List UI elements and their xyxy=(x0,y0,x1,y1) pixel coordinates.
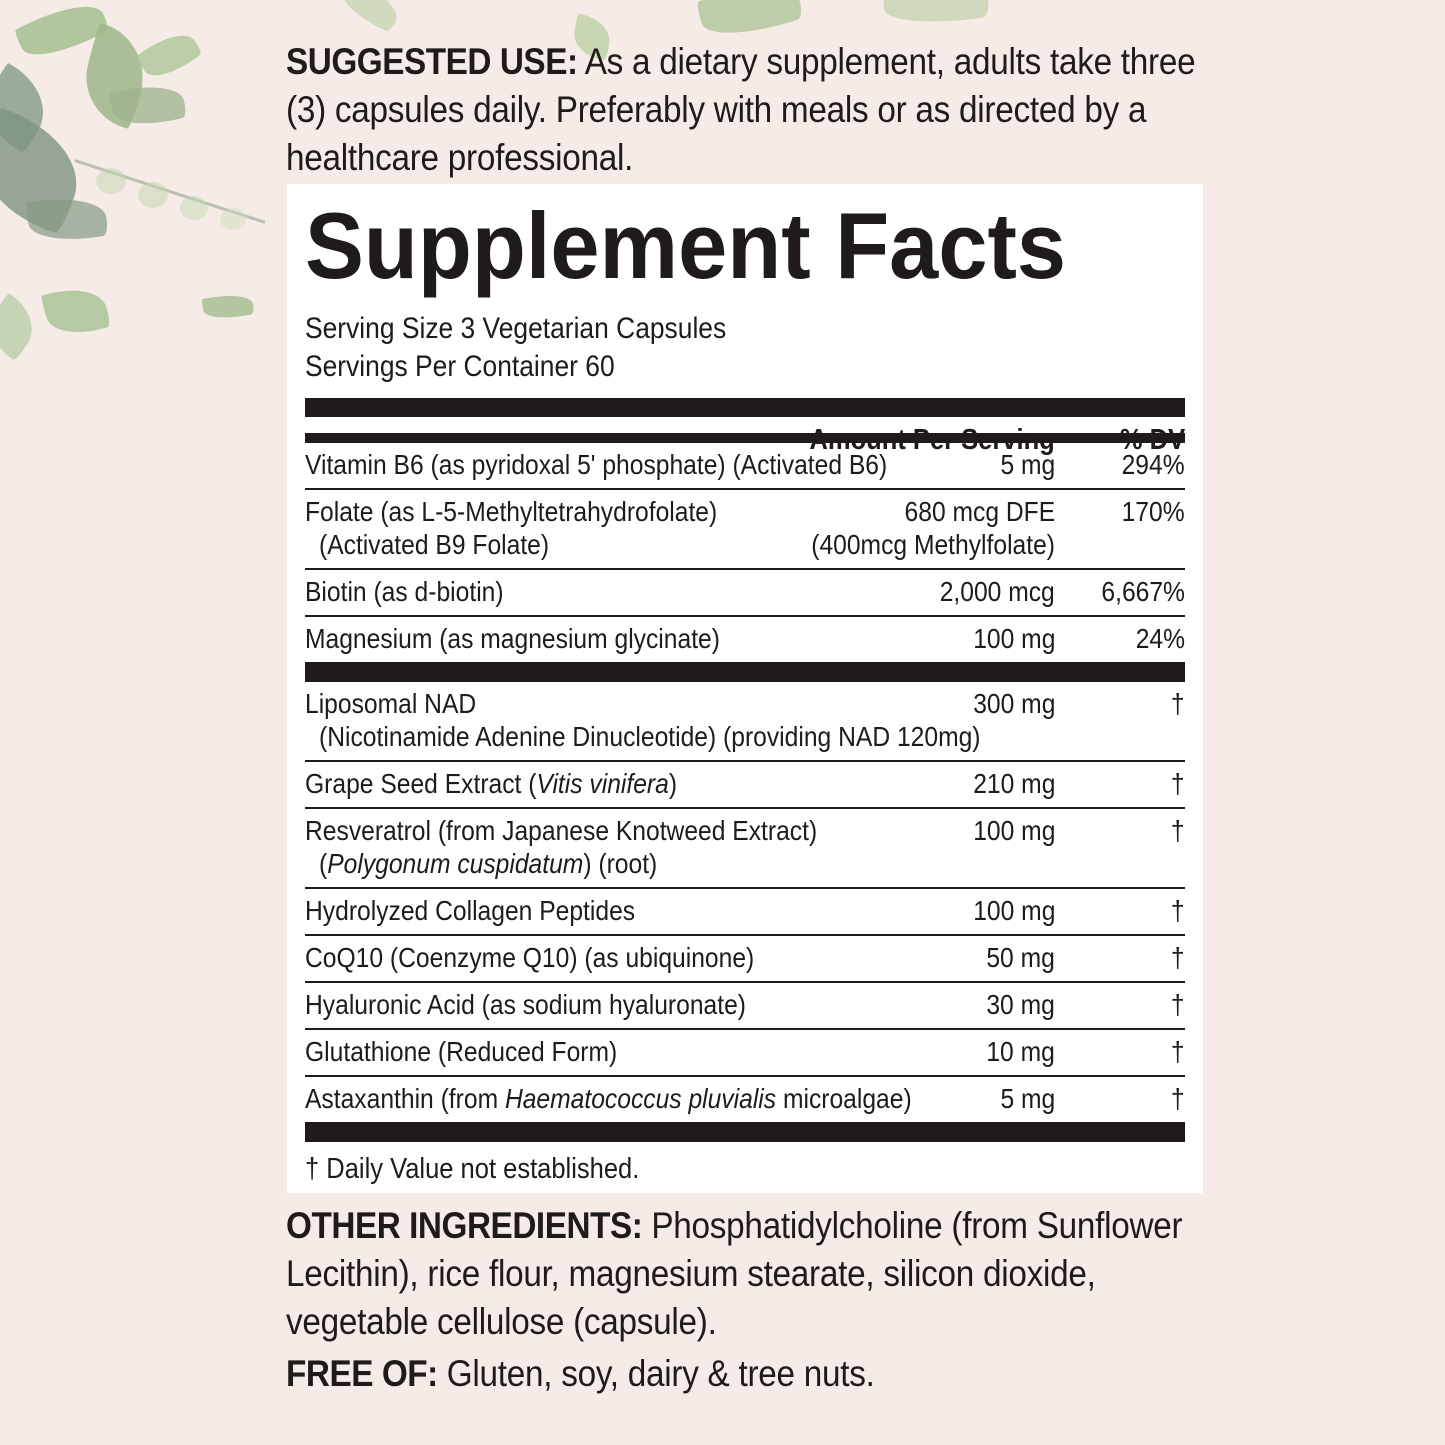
text-part: Hyaluronic Acid (as sodium hyaluronate) xyxy=(305,989,747,1020)
table-row xyxy=(305,682,1185,760)
ingredient-name xyxy=(305,1036,617,1068)
divider-bar-bottom xyxy=(305,1122,1185,1142)
free-of-paragraph xyxy=(286,1350,1213,1398)
amount-value: 50 mg xyxy=(986,942,1055,973)
text-part: Astaxanthin (from xyxy=(305,1083,505,1114)
ingredient-name xyxy=(305,1083,912,1115)
eucalyptus-leaf-icon xyxy=(220,208,246,230)
leaf-icon xyxy=(134,22,203,88)
table-row xyxy=(305,615,1185,662)
text-part: ( xyxy=(319,848,328,879)
ingredient-name xyxy=(305,623,720,655)
text-part: Folate (as L-5-Methyltetrahydrofolate) xyxy=(305,496,718,527)
ingredient-subname xyxy=(319,721,981,753)
latin-name: Haematococcus pluvialis xyxy=(504,1083,777,1114)
servings-per-container: Servings Per Container 60 xyxy=(305,350,615,383)
ingredient-name xyxy=(305,576,504,608)
free-of-label: FREE OF: xyxy=(286,1353,438,1394)
divider-bar-top xyxy=(305,398,1185,417)
leaf-icon xyxy=(0,292,45,361)
table-row xyxy=(305,1075,1185,1122)
eucalyptus-leaf-icon xyxy=(138,182,168,208)
text-part: ) xyxy=(668,768,678,799)
amount-value: 100 mg xyxy=(972,815,1055,846)
text-part: Liposomal NAD xyxy=(305,688,477,719)
facts-table-body xyxy=(305,443,1185,1122)
ingredient-name xyxy=(305,496,717,528)
section-divider-bar xyxy=(305,662,1185,682)
latin-name: Vitis vinifera xyxy=(536,768,669,799)
text-part: Glutathione (Reduced Form) xyxy=(305,1036,618,1067)
leaf-icon xyxy=(336,0,405,33)
dv-footnote: † Daily Value not established. xyxy=(305,1153,640,1185)
amount-subvalue: (400mcg Methylfolate) xyxy=(811,529,1055,560)
amount-value: 30 mg xyxy=(986,989,1055,1020)
dv-value: 24% xyxy=(1135,623,1185,654)
text-part: Grape Seed Extract ( xyxy=(305,768,537,799)
text-part: Resveratrol (from Japanese Knotweed Extract) xyxy=(305,815,818,846)
ingredient-name xyxy=(305,768,677,800)
ingredient-name xyxy=(305,895,635,927)
dv-value: † xyxy=(1171,1036,1185,1067)
serving-size: Serving Size 3 Vegetarian Capsules xyxy=(305,312,727,345)
ingredient-name xyxy=(305,989,746,1021)
dv-value: 6,667% xyxy=(1101,576,1185,607)
table-row xyxy=(305,443,1185,488)
ingredient-name xyxy=(305,815,817,847)
dv-value: 294% xyxy=(1121,449,1185,480)
other-ingredients-paragraph xyxy=(286,1202,1213,1346)
ingredient-name xyxy=(305,449,887,481)
table-header-row xyxy=(305,417,1185,456)
amount-value: 300 mg xyxy=(972,688,1055,719)
dv-value: † xyxy=(1171,942,1185,973)
dv-value: † xyxy=(1171,895,1185,926)
dv-value: † xyxy=(1171,1083,1185,1114)
text-part: Hydrolyzed Collagen Peptides xyxy=(305,895,636,926)
suggested-use-label: SUGGESTED USE: xyxy=(286,41,578,82)
amount-value: 680 mcg DFE xyxy=(904,496,1055,527)
text-part: (Nicotinamide Adenine Dinucleotide) (providing NAD 120mg) xyxy=(319,721,981,752)
table-row xyxy=(305,981,1185,1028)
ingredient-name xyxy=(305,688,476,720)
amount-value: 5 mg xyxy=(1000,449,1055,480)
table-row xyxy=(305,1028,1185,1075)
ingredient-subname xyxy=(319,848,657,880)
table-row xyxy=(305,934,1185,981)
eucalyptus-leaf-icon xyxy=(96,168,126,194)
latin-name: Polygonum cuspidatum xyxy=(327,848,584,879)
eucalyptus-leaf-icon xyxy=(180,196,208,220)
amount-column-header: Amount Per Serving xyxy=(809,424,1055,456)
free-of-text: Gluten, soy, dairy & tree nuts. xyxy=(437,1353,875,1394)
ingredient-subname xyxy=(319,529,549,561)
table-row xyxy=(305,760,1185,807)
ingredient-name xyxy=(305,942,754,974)
dv-value: † xyxy=(1171,989,1185,1020)
table-row xyxy=(305,887,1185,934)
suggested-use-text: As a dietary supplement, adults take three (3) capsules daily. Preferably with meals or as directed by a healthcare professional. xyxy=(286,41,1196,178)
table-row xyxy=(305,568,1185,615)
dv-column-header: % DV xyxy=(1119,424,1185,456)
suggested-use-paragraph xyxy=(286,38,1213,182)
amount-value: 210 mg xyxy=(972,768,1055,799)
text-part: CoQ10 (Coenzyme Q10) (as ubiquinone) xyxy=(305,942,755,973)
text-part: Vitamin B6 (as pyridoxal 5' phosphate) (Activated B6) xyxy=(305,449,888,480)
text-part: Magnesium (as magnesium glycinate) xyxy=(305,623,720,654)
amount-value: 100 mg xyxy=(972,623,1055,654)
table-row xyxy=(305,488,1185,568)
dv-value: 170% xyxy=(1121,496,1185,527)
text-part: ) (root) xyxy=(583,848,658,879)
text-part: (Activated B9 Folate) xyxy=(319,529,550,560)
leaf-icon xyxy=(882,0,991,31)
supplement-facts-panel xyxy=(287,184,1203,1193)
dv-value: † xyxy=(1171,768,1185,799)
table-row xyxy=(305,807,1185,887)
amount-value: 5 mg xyxy=(1000,1083,1055,1114)
leaf-icon xyxy=(40,278,113,344)
amount-value: 2,000 mcg xyxy=(939,576,1055,607)
panel-title: Supplement Facts xyxy=(305,193,1067,298)
text-part: Biotin (as d-biotin) xyxy=(305,576,504,607)
leaf-icon xyxy=(201,289,255,324)
dv-value: † xyxy=(1171,815,1185,846)
amount-value: 10 mg xyxy=(986,1036,1055,1067)
amount-value: 100 mg xyxy=(972,895,1055,926)
text-part: microalgae) xyxy=(776,1083,912,1114)
other-ingredients-text: Phosphatidylcholine (from Sunflower Lecithin), rice flour, magnesium stearate, silicon dioxide, vegetable cellulose (capsule). xyxy=(286,1205,1183,1342)
dv-value: † xyxy=(1171,688,1185,719)
other-ingredients-label: OTHER INGREDIENTS: xyxy=(286,1205,643,1246)
